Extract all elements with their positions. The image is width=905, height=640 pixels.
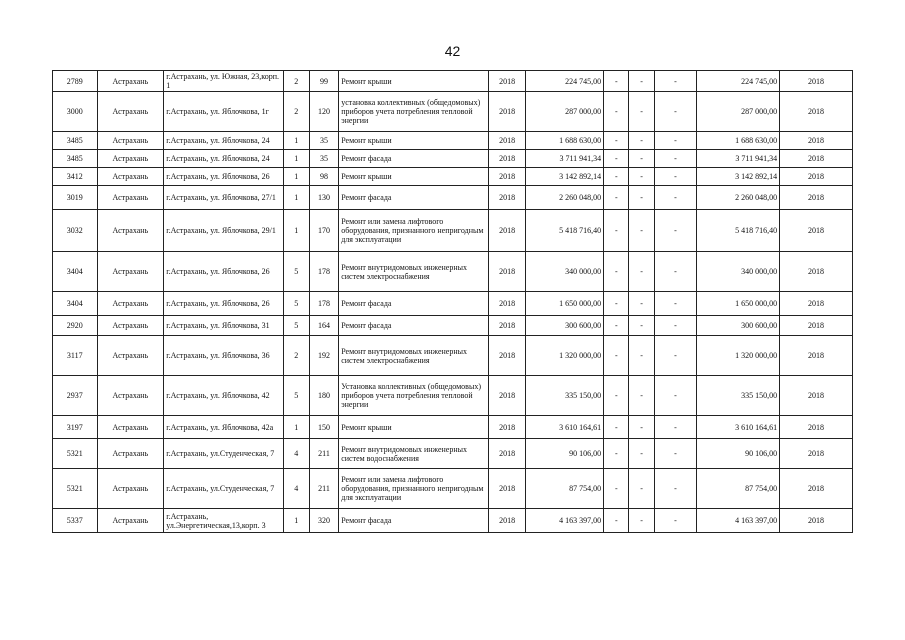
cell-house-id: 3485 (53, 150, 98, 168)
cell-dash-1: - (604, 92, 629, 132)
cell-amount: 4 163 397,00 (526, 509, 604, 533)
cell-dash-3: - (654, 132, 696, 150)
cell-completion-year: 2018 (780, 439, 853, 469)
cell-amount: 3 711 941,34 (526, 150, 604, 168)
cell-house-id: 3032 (53, 210, 98, 252)
cell-work-type: Ремонт фасада (339, 150, 489, 168)
cell-completion-year: 2018 (780, 509, 853, 533)
cell-apartments: 130 (309, 186, 338, 210)
cell-dash-2: - (629, 132, 654, 150)
cell-address: г.Астрахань, ул. Яблочкова, 26 (164, 292, 283, 316)
cell-dash-1: - (604, 252, 629, 292)
cell-address: г.Астрахань, ул. Яблочкова, 27/1 (164, 186, 283, 210)
cell-address: г.Астрахань, ул. Яблочкова, 26 (164, 168, 283, 186)
cell-house-id: 3197 (53, 416, 98, 439)
table-row (53, 186, 853, 210)
cell-amount: 1 320 000,00 (526, 336, 604, 376)
cell-apartments: 178 (309, 252, 338, 292)
cell-dash-2: - (629, 376, 654, 416)
cell-amount: 2 260 048,00 (526, 186, 604, 210)
cell-work-type: Ремонт фасада (339, 186, 489, 210)
table-row (53, 168, 853, 186)
cell-dash-2: - (629, 150, 654, 168)
cell-house-id: 3404 (53, 252, 98, 292)
cell-total: 1 320 000,00 (697, 336, 780, 376)
cell-work-type: Ремонт внутридомовых инженерных систем электроснабжения (339, 252, 489, 292)
cell-total: 335 150,00 (697, 376, 780, 416)
cell-address: г.Астрахань, ул. Яблочкова, 29/1 (164, 210, 283, 252)
cell-dash-3: - (654, 186, 696, 210)
cell-total: 3 142 892,14 (697, 168, 780, 186)
table-row (53, 92, 853, 132)
cell-total: 1 650 000,00 (697, 292, 780, 316)
cell-completion-year: 2018 (780, 252, 853, 292)
cell-total: 1 688 630,00 (697, 132, 780, 150)
cell-year: 2018 (488, 186, 525, 210)
cell-amount: 287 000,00 (526, 92, 604, 132)
cell-dash-2: - (629, 509, 654, 533)
cell-dash-3: - (654, 376, 696, 416)
cell-year: 2018 (488, 252, 525, 292)
cell-house-id: 3404 (53, 292, 98, 316)
cell-floors: 4 (283, 469, 309, 509)
cell-work-type: Ремонт фасада (339, 509, 489, 533)
table-row (53, 469, 853, 509)
cell-dash-3: - (654, 439, 696, 469)
cell-dash-1: - (604, 168, 629, 186)
cell-dash-3: - (654, 168, 696, 186)
cell-city: Астрахань (97, 316, 164, 336)
cell-dash-2: - (629, 469, 654, 509)
cell-dash-3: - (654, 336, 696, 376)
cell-dash-3: - (654, 150, 696, 168)
cell-house-id: 3412 (53, 168, 98, 186)
cell-completion-year: 2018 (780, 92, 853, 132)
cell-apartments: 120 (309, 92, 338, 132)
cell-address: г.Астрахань, ул. Яблочкова, 42а (164, 416, 283, 439)
cell-dash-2: - (629, 292, 654, 316)
cell-completion-year: 2018 (780, 336, 853, 376)
cell-floors: 5 (283, 252, 309, 292)
cell-floors: 4 (283, 439, 309, 469)
cell-total: 300 600,00 (697, 316, 780, 336)
cell-completion-year: 2018 (780, 292, 853, 316)
cell-city: Астрахань (97, 439, 164, 469)
cell-dash-1: - (604, 336, 629, 376)
cell-apartments: 180 (309, 376, 338, 416)
cell-dash-3: - (654, 416, 696, 439)
cell-house-id: 5321 (53, 439, 98, 469)
cell-address: г.Астрахань, ул. Яблочкова, 24 (164, 150, 283, 168)
cell-dash-1: - (604, 469, 629, 509)
cell-floors: 1 (283, 186, 309, 210)
cell-city: Астрахань (97, 292, 164, 316)
cell-dash-2: - (629, 416, 654, 439)
cell-total: 2 260 048,00 (697, 186, 780, 210)
cell-year: 2018 (488, 71, 525, 92)
cell-address: г.Астрахань, ул.Студенческая, 7 (164, 439, 283, 469)
cell-work-type: установка коллективных (общедомовых) приборов учета потребления тепловой энергии (339, 92, 489, 132)
cell-city: Астрахань (97, 416, 164, 439)
cell-address: г.Астрахань, ул.Энергетическая,13,корп. 3 (164, 509, 283, 533)
table-row (53, 416, 853, 439)
cell-floors: 2 (283, 336, 309, 376)
cell-amount: 1 688 630,00 (526, 132, 604, 150)
cell-dash-1: - (604, 132, 629, 150)
cell-amount: 300 600,00 (526, 316, 604, 336)
cell-apartments: 320 (309, 509, 338, 533)
cell-house-id: 2937 (53, 376, 98, 416)
cell-year: 2018 (488, 469, 525, 509)
cell-city: Астрахань (97, 469, 164, 509)
cell-floors: 2 (283, 92, 309, 132)
cell-total: 340 000,00 (697, 252, 780, 292)
cell-work-type: Ремонт крыши (339, 132, 489, 150)
cell-address: г.Астрахань, ул. Яблочкова, 26 (164, 252, 283, 292)
cell-dash-1: - (604, 416, 629, 439)
cell-work-type: Ремонт крыши (339, 168, 489, 186)
cell-dash-1: - (604, 316, 629, 336)
cell-work-type: Ремонт или замена лифтового оборудования, признанного непригодным для эксплуатации (339, 210, 489, 252)
cell-dash-1: - (604, 439, 629, 469)
cell-dash-3: - (654, 509, 696, 533)
cell-dash-2: - (629, 168, 654, 186)
cell-dash-1: - (604, 186, 629, 210)
cell-completion-year: 2018 (780, 469, 853, 509)
cell-total: 87 754,00 (697, 469, 780, 509)
cell-city: Астрахань (97, 252, 164, 292)
cell-address: г.Астрахань, ул. Яблочкова, 31 (164, 316, 283, 336)
cell-dash-1: - (604, 210, 629, 252)
cell-year: 2018 (488, 292, 525, 316)
cell-floors: 5 (283, 376, 309, 416)
cell-dash-2: - (629, 92, 654, 132)
cell-completion-year: 2018 (780, 316, 853, 336)
cell-completion-year: 2018 (780, 210, 853, 252)
cell-work-type: Ремонт или замена лифтового оборудования, признанного непригодным для эксплуатации (339, 469, 489, 509)
cell-floors: 1 (283, 150, 309, 168)
cell-floors: 1 (283, 132, 309, 150)
cell-apartments: 35 (309, 132, 338, 150)
cell-house-id: 2920 (53, 316, 98, 336)
cell-total: 90 106,00 (697, 439, 780, 469)
cell-dash-3: - (654, 210, 696, 252)
cell-apartments: 178 (309, 292, 338, 316)
cell-dash-3: - (654, 316, 696, 336)
cell-floors: 5 (283, 316, 309, 336)
cell-dash-3: - (654, 92, 696, 132)
cell-house-id: 5321 (53, 469, 98, 509)
cell-house-id: 3019 (53, 186, 98, 210)
cell-total: 5 418 716,40 (697, 210, 780, 252)
cell-amount: 335 150,00 (526, 376, 604, 416)
cell-apartments: 170 (309, 210, 338, 252)
cell-year: 2018 (488, 416, 525, 439)
cell-dash-2: - (629, 252, 654, 292)
cell-house-id: 3000 (53, 92, 98, 132)
cell-dash-2: - (629, 316, 654, 336)
cell-total: 224 745,00 (697, 71, 780, 92)
cell-work-type: Ремонт фасада (339, 316, 489, 336)
cell-city: Астрахань (97, 150, 164, 168)
cell-year: 2018 (488, 150, 525, 168)
table-row (53, 150, 853, 168)
cell-amount: 90 106,00 (526, 439, 604, 469)
cell-completion-year: 2018 (780, 168, 853, 186)
table-row (53, 439, 853, 469)
cell-amount: 3 142 892,14 (526, 168, 604, 186)
cell-city: Астрахань (97, 132, 164, 150)
cell-city: Астрахань (97, 210, 164, 252)
cell-floors: 1 (283, 168, 309, 186)
cell-house-id: 3485 (53, 132, 98, 150)
cell-floors: 1 (283, 509, 309, 533)
cell-amount: 87 754,00 (526, 469, 604, 509)
cell-floors: 1 (283, 416, 309, 439)
cell-year: 2018 (488, 376, 525, 416)
cell-year: 2018 (488, 316, 525, 336)
page-number: 42 (444, 43, 461, 59)
cell-year: 2018 (488, 92, 525, 132)
cell-city: Астрахань (97, 376, 164, 416)
cell-floors: 2 (283, 71, 309, 92)
cell-apartments: 150 (309, 416, 338, 439)
cell-address: г.Астрахань, ул. Южная, 23,корп. 1 (164, 71, 283, 92)
cell-dash-2: - (629, 186, 654, 210)
cell-address: г.Астрахань, ул. Яблочкова, 24 (164, 132, 283, 150)
table-row (53, 252, 853, 292)
cell-year: 2018 (488, 210, 525, 252)
cell-dash-1: - (604, 150, 629, 168)
table-row (53, 336, 853, 376)
cell-work-type: Ремонт крыши (339, 416, 489, 439)
cell-dash-3: - (654, 252, 696, 292)
table-row (53, 132, 853, 150)
cell-house-id: 2789 (53, 71, 98, 92)
cell-amount: 5 418 716,40 (526, 210, 604, 252)
cell-apartments: 211 (309, 469, 338, 509)
cell-dash-2: - (629, 439, 654, 469)
table-row (53, 71, 853, 92)
cell-completion-year: 2018 (780, 186, 853, 210)
cell-work-type: Ремонт внутридомовых инженерных систем электроснабжения (339, 336, 489, 376)
cell-apartments: 98 (309, 168, 338, 186)
cell-dash-1: - (604, 292, 629, 316)
cell-work-type: Ремонт внутридомовых инженерных систем водоснабжения (339, 439, 489, 469)
cell-address: г.Астрахань, ул. Яблочкова, 36 (164, 336, 283, 376)
cell-house-id: 3117 (53, 336, 98, 376)
cell-completion-year: 2018 (780, 71, 853, 92)
cell-total: 287 000,00 (697, 92, 780, 132)
cell-apartments: 35 (309, 150, 338, 168)
cell-amount: 3 610 164,61 (526, 416, 604, 439)
cell-work-type: Ремонт фасада (339, 292, 489, 316)
cell-city: Астрахань (97, 186, 164, 210)
cell-address: г.Астрахань, ул. Яблочкова, 1г (164, 92, 283, 132)
cell-dash-1: - (604, 376, 629, 416)
cell-work-type: Установка коллективных (общедомовых) приборов учета потребления тепловой энергии (339, 376, 489, 416)
cell-house-id: 5337 (53, 509, 98, 533)
capital-repair-table (52, 70, 853, 533)
cell-year: 2018 (488, 509, 525, 533)
cell-dash-1: - (604, 71, 629, 92)
table-row (53, 509, 853, 533)
cell-floors: 5 (283, 292, 309, 316)
cell-work-type: Ремонт крыши (339, 71, 489, 92)
cell-dash-2: - (629, 336, 654, 376)
cell-city: Астрахань (97, 92, 164, 132)
cell-dash-3: - (654, 292, 696, 316)
cell-completion-year: 2018 (780, 150, 853, 168)
cell-total: 4 163 397,00 (697, 509, 780, 533)
cell-amount: 1 650 000,00 (526, 292, 604, 316)
cell-city: Астрахань (97, 509, 164, 533)
cell-dash-2: - (629, 210, 654, 252)
cell-total: 3 610 164,61 (697, 416, 780, 439)
table-row (53, 316, 853, 336)
cell-year: 2018 (488, 336, 525, 376)
cell-amount: 224 745,00 (526, 71, 604, 92)
cell-completion-year: 2018 (780, 416, 853, 439)
cell-dash-1: - (604, 509, 629, 533)
cell-floors: 1 (283, 210, 309, 252)
cell-city: Астрахань (97, 336, 164, 376)
cell-dash-2: - (629, 71, 654, 92)
cell-city: Астрахань (97, 168, 164, 186)
cell-city: Астрахань (97, 71, 164, 92)
cell-address: г.Астрахань, ул. Яблочкова, 42 (164, 376, 283, 416)
cell-dash-3: - (654, 71, 696, 92)
cell-completion-year: 2018 (780, 132, 853, 150)
cell-apartments: 99 (309, 71, 338, 92)
cell-amount: 340 000,00 (526, 252, 604, 292)
cell-apartments: 211 (309, 439, 338, 469)
cell-year: 2018 (488, 439, 525, 469)
cell-address: г.Астрахань, ул.Студенческая, 7 (164, 469, 283, 509)
cell-year: 2018 (488, 168, 525, 186)
cell-total: 3 711 941,34 (697, 150, 780, 168)
table-row (53, 292, 853, 316)
cell-apartments: 192 (309, 336, 338, 376)
cell-apartments: 164 (309, 316, 338, 336)
cell-dash-3: - (654, 469, 696, 509)
cell-year: 2018 (488, 132, 525, 150)
cell-completion-year: 2018 (780, 376, 853, 416)
table-row (53, 210, 853, 252)
table-row (53, 376, 853, 416)
